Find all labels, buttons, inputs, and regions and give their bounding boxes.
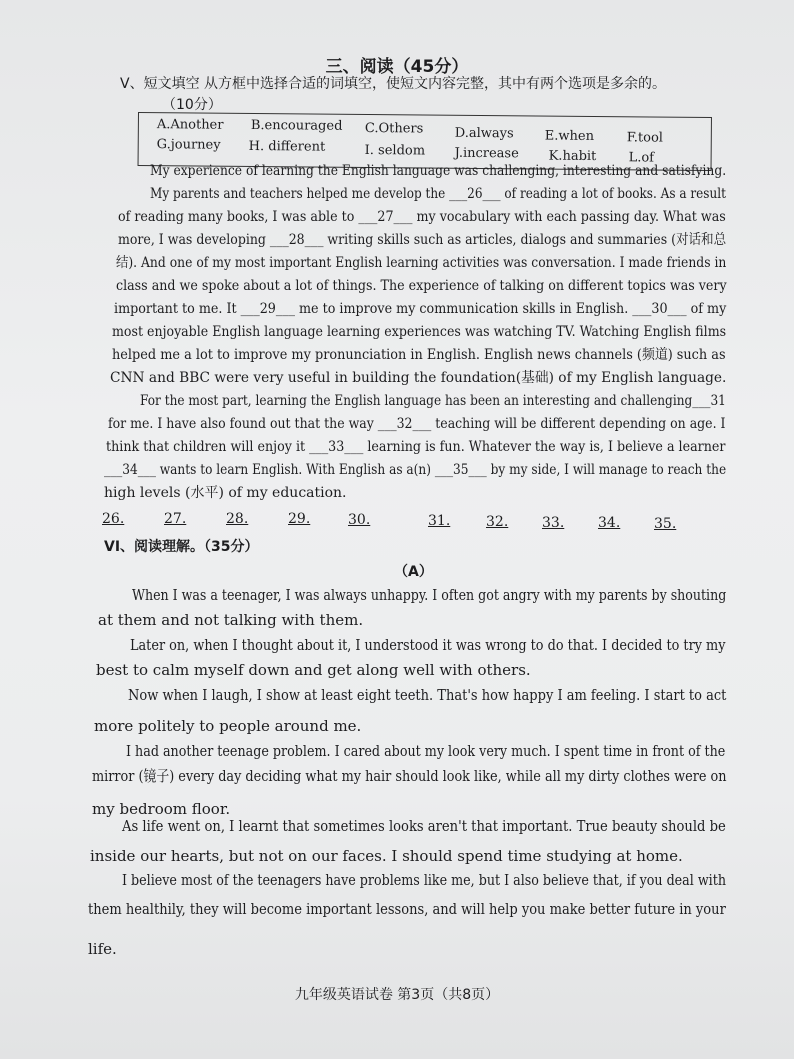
part5-heading: V、短文填空 从方框中选择合适的词填空，使短文内容完整，其中有两个选项是多余的。 (120, 76, 667, 92)
option-a: A.Another (156, 117, 224, 133)
option-c: C.Others (364, 120, 424, 137)
page-footer: 九年级英语试卷 第3页（共8页） (294, 987, 500, 1003)
p5-line-15: high levels (水平) of my education. (104, 485, 347, 501)
answer-30[interactable]: 30. (348, 512, 371, 528)
answer-28[interactable]: 28. (226, 511, 249, 527)
p5-line-5: 结). And one of my most important English learning activities was conversation. I made friends in (116, 255, 727, 271)
p6-line-7: I had another teenage problem. I cared about my look very much. I spent time in front of the (126, 742, 726, 760)
p6-line-14: life. (88, 940, 117, 958)
section-title: 三、阅读（45分） (325, 57, 469, 77)
p5-line-12: for me. I have also found out that the way ___32___ teaching will be different depending on age. I (108, 416, 726, 432)
p5-line-8: most enjoyable English language learning experiences was watching TV. Watching English films (112, 324, 727, 340)
option-g: G.journey (156, 137, 221, 153)
option-k: K.habit (548, 148, 597, 165)
p5-line-9: helped me a lot to improve my pronunciation in English. English news channels (频道) such as (112, 347, 726, 363)
answer-34[interactable]: 34. (598, 515, 621, 531)
p5-line-13: think that children will enjoy it ___33___ learning is fun. Whatever the way is, I believe a learner (106, 439, 726, 455)
p6-line-4: best to calm myself down and get along well with others. (96, 661, 531, 679)
p5-line-11: For the most part, learning the English language has been an interesting and challenging___31 (140, 393, 726, 409)
p5-line-6: class and we spoke about a lot of things. The experience of talking on different topics was very (116, 278, 727, 294)
option-i: I. seldom (364, 142, 426, 159)
p6-line-11: inside our hearts, but not on our faces. I should spend time studying at home. (90, 847, 683, 865)
p6-line-3: Later on, when I thought about it, I understood it was wrong to do that. I decided to try my (130, 636, 726, 654)
option-f: F.tool (626, 130, 664, 146)
option-l: L.of (628, 150, 655, 166)
p6-line-10: As life went on, I learnt that sometimes looks aren't that important. True beauty should be (122, 817, 726, 835)
p5-line-2: My parents and teachers helped me develop the ___26___ of reading a lot of books. As a result (150, 186, 726, 202)
part5-score: （10分） (162, 97, 222, 113)
p5-line-10: CNN and BBC were very useful in building the foundation(基础) of my English language. (110, 370, 727, 386)
p6-line-9: my bedroom floor. (92, 800, 231, 818)
answer-33[interactable]: 33. (542, 515, 565, 531)
p6-line-8: mirror (镜子) every day deciding what my hair should look like, while all my dirty clothes were on (92, 767, 727, 785)
p5-line-7: important to me. It ___29___ me to improve my communication skills in English. ___30___ of my (114, 301, 727, 317)
p5-line-4: more, I was developing ___28___ writing skills such as articles, dialogs and summaries (对话和总 (118, 232, 727, 248)
option-d: D.always (454, 125, 514, 142)
option-h: H. different (248, 138, 326, 155)
p6-line-2: at them and not talking with them. (98, 611, 364, 629)
answer-35[interactable]: 35. (654, 516, 677, 532)
p6-line-5: Now when I laugh, I show at least eight teeth. That's how happy I am feeling. I start to act (128, 686, 727, 704)
p5-line-3: of reading many books, I was able to ___27___ my vocabulary with each passing day. What was (118, 209, 726, 225)
answer-31[interactable]: 31. (428, 513, 451, 529)
part6-heading: VI、阅读理解。（35分） (104, 539, 259, 555)
p6-line-1: When I was a teenager, I was always unhappy. I often got angry with my parents by shouting (132, 586, 727, 604)
answer-26[interactable]: 26. (102, 511, 125, 527)
p5-line-14: ___34___ wants to learn English. With English as a(n) ___35___ by my side, I will manage to reach the (104, 462, 727, 478)
p6-line-13: them healthily, they will become important lessons, and will help you make better future in your (88, 900, 726, 918)
option-j: J.increase (454, 145, 519, 162)
answer-27[interactable]: 27. (164, 511, 187, 527)
answer-29[interactable]: 29. (288, 511, 311, 527)
p6-line-6: more politely to people around me. (94, 717, 362, 735)
option-e: E.when (544, 128, 595, 144)
passage-label: （A） (394, 564, 433, 580)
p6-line-12: I believe most of the teenagers have problems like me, but I also believe that, if you deal with (122, 871, 726, 889)
answer-32[interactable]: 32. (486, 514, 509, 530)
option-b: B.encouraged (250, 117, 343, 134)
p5-line-1: My experience of learning the English language was challenging, interesting and satisfying. (150, 163, 727, 179)
